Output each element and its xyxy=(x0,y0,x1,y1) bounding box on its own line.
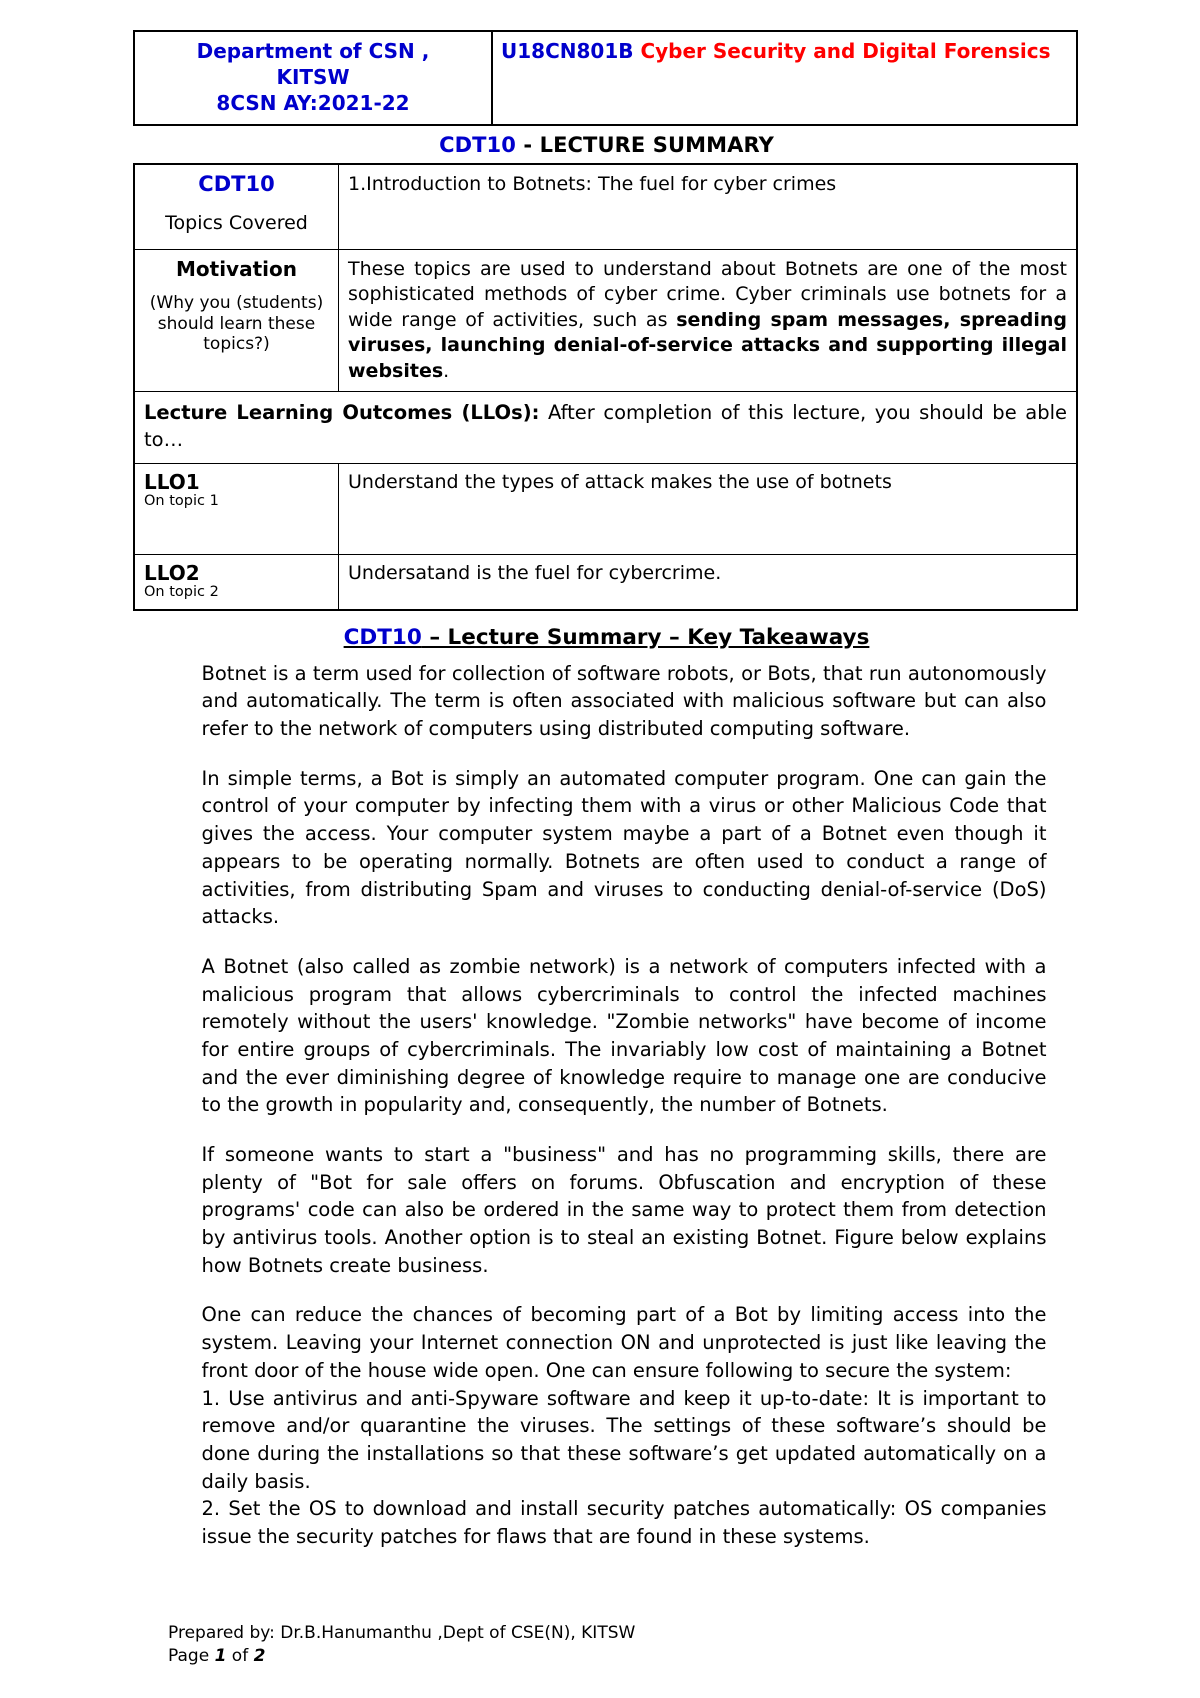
llo2-text-cell: Undersatand is the fuel for cybercrime. xyxy=(339,555,1078,610)
prepared-by-line: Prepared by: Dr.B.Hanumanthu ,Dept of CSE(N), KITSW xyxy=(168,1623,636,1644)
takeaway-paragraph: Botnet is a term used for collection of software robots, or Bots, that run autonomously and automatically. The term is often associated with malicious software but can also refer to the network of computers using distributed computing software. xyxy=(201,661,1047,741)
motivation-row xyxy=(134,250,1077,392)
key-takeaways-title xyxy=(133,625,1080,650)
llo1-name: LLO1 xyxy=(144,470,200,495)
topics-value-cell: 1.Introduction to Botnets: The fuel for cyber crimes xyxy=(339,164,1078,250)
key-takeaways-title-code: CDT10 xyxy=(343,624,422,650)
motivation-text-bold: sending spam messages, spreading viruses, launching denial-of-service attacks and supporting illegal websites xyxy=(348,308,1067,382)
page-mid: of xyxy=(226,1646,254,1667)
topics-covered-label: Topics Covered xyxy=(165,212,308,234)
motivation-value-cell xyxy=(339,250,1078,392)
llos-heading-label: Lecture Learning Outcomes (LLOs): xyxy=(144,401,540,425)
topics-code-label: CDT10 xyxy=(198,172,275,196)
topics-row xyxy=(134,164,1077,250)
key-takeaways-title-rest: – Lecture Summary – Key Takeaways xyxy=(421,624,870,650)
lecture-summary-title-code: CDT10 xyxy=(439,133,516,157)
motivation-label-cell xyxy=(134,250,339,392)
topics-label-cell xyxy=(134,164,339,250)
page-number-line xyxy=(168,1645,635,1668)
llo2-name: LLO2 xyxy=(144,561,200,586)
takeaways-body xyxy=(167,660,1047,1551)
takeaway-paragraph: If someone wants to start a "business" and has no programming skills, there are plenty of "Bot for sale offers on forums. Obfuscation and encryption of these programs' code can also be ordered in the same way to protect them from detection by antivirus tools. Another option is to steal an existing Botnet. Figure below explains how Botnets create business. xyxy=(201,1143,1047,1277)
course-cell xyxy=(492,31,1077,125)
llo2-sublabel: On topic 2 xyxy=(144,584,219,601)
takeaway-paragraph: In simple terms, a Bot is simply an automated computer program. One can gain the control of your computer by infecting them with a virus or other Malicious Code that gives the access. Your computer system maybe a part of a Botnet even though it appears to be operating normally. Botnets are often used to conduct a range of activities, from distributing Spam and viruses to conducting denial-of-service (DoS) attacks. xyxy=(201,766,1047,929)
llos-heading-row xyxy=(134,392,1077,464)
llo1-text-cell: Understand the types of attack makes the use of botnets xyxy=(339,464,1078,555)
takeaway-paragraph: One can reduce the chances of becoming part of a Bot by limiting access into the system. Leaving your Internet connection ON and unprotected is just like leaving the front door of the house wide open. One can ensure following to secure the system: xyxy=(201,1303,1047,1382)
llo1-label-cell xyxy=(134,464,339,555)
department-line-3: 8CSN AY:2021-22 xyxy=(216,91,410,115)
lecture-summary-title xyxy=(133,133,1080,157)
department-cell xyxy=(134,31,492,125)
llo1-sublabel: On topic 1 xyxy=(144,493,219,510)
page-current: 1 xyxy=(214,1646,227,1667)
takeaway-list-item-2: 2. Set the OS to download and install security patches automatically: OS companies issue the security patches for flaws that are found in these systems. xyxy=(201,1497,1047,1548)
department-line-2: KITSW xyxy=(276,65,350,89)
course-title: Cyber Security and Digital Forensics xyxy=(640,39,1051,63)
header-table xyxy=(133,30,1078,126)
page-prefix: Page xyxy=(168,1646,215,1667)
llos-heading-text: After completion of this lecture, you should be able to… xyxy=(144,401,1067,451)
takeaway-list-item-1: 1. Use antivirus and anti-Spyware software and keep it up-to-date: It is important to remove and/or quarantine the viruses. The settings of these software’s should be done during the installations so that these software’s get updated automatically on a daily basis. xyxy=(201,1386,1047,1493)
page-total: 2 xyxy=(253,1646,266,1667)
llos-heading-cell xyxy=(134,392,1077,464)
motivation-text-plain: These topics are used to understand about Botnets are one of the most sophisticated methods of cyber crime. Cyber criminals use botnets for a wide range of activities, such as xyxy=(348,258,1067,331)
summary-table xyxy=(133,163,1078,611)
takeaway-paragraph: A Botnet (also called as zombie network) is a network of computers infected with a malicious program that allows cybercriminals to control the infected machines remotely without the users' knowledge. "Zombie networks" have become of income for entire groups of cybercriminals. The invariably low cost of maintaining a Botnet and the ever diminishing degree of knowledge require to manage one are conducive to the growth in popularity and, consequently, the number of Botnets. xyxy=(201,954,1047,1117)
llo-row xyxy=(134,555,1077,610)
course-code: U18CN801B xyxy=(501,39,634,63)
llo-row xyxy=(134,464,1077,555)
department-line-1: Department of CSN , xyxy=(196,39,430,63)
header-row xyxy=(134,31,1077,125)
motivation-sublabel: (Why you (students) should learn these topics?) xyxy=(149,293,324,355)
motivation-label: Motivation xyxy=(176,257,297,281)
lecture-summary-title-rest: - LECTURE SUMMARY xyxy=(515,133,774,157)
page-footer xyxy=(168,1622,635,1668)
llo2-label-cell xyxy=(134,555,339,610)
motivation-text-end: . xyxy=(443,359,450,382)
